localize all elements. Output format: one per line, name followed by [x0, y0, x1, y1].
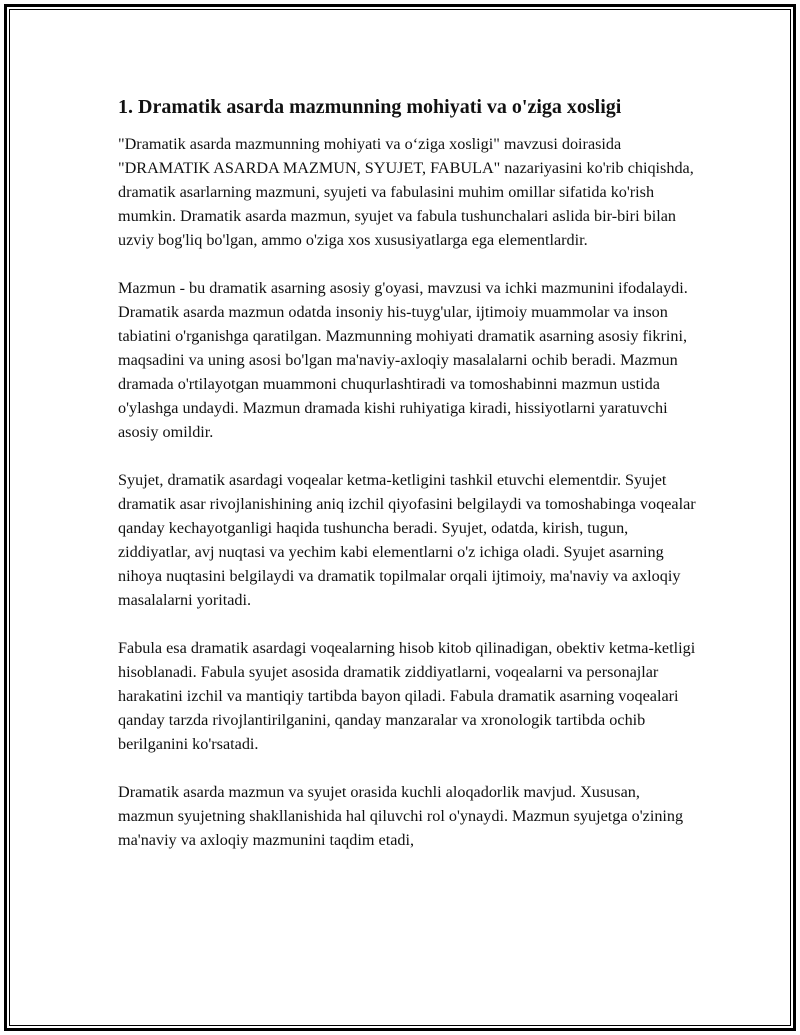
paragraph-mazmun: Mazmun - bu dramatik asarning asosiy g'oyasi, mavzusi va ichki mazmunini ifodalaydi. Dramatik asarda mazmun odatda insoniy his-tuyg'ular, ijtimoiy muammolar va inson tabiatini o'rganishga qaratilgan. Mazmunning mohiyati dramatik asarning asosiy fikrini, maqsadini va uning asosi bo'lgan ma'naviy-axloqiy masalalarni ochib beradi. Mazmun dramada o'rtilayotgan muammoni chuqurlashtiradi va tomoshabinni mazmun ustida o'ylashga undaydi. Mazmun dramada kishi ruhiyatiga kiradi, hissiyotlarni yaratuvchi asosiy omildir.: [118, 279, 688, 441]
paragraph-fabula: Fabula esa dramatik asardagi voqealarning hisob kitob qilinadigan, obektiv ketma-ketligi hisoblanadi. Fabula syujet asosida dramatik ziddiyatlarni, voqealarni va personajlar harakatini izchil va mantiqiy tartibda bayon qiladi. Fabula dramatik asarning voqealari qanday tarzda rivojlantirilganini, qanday manzaralar va xronologik tartibda ochib berilganini ko'rsatadi.: [118, 639, 696, 753]
section-heading: 1. Dramatik asarda mazmunning mohiyati va o'ziga xosligi: [118, 96, 622, 118]
paragraph-relation: Dramatik asarda mazmun va syujet orasida kuchli aloqadorlik mavjud. Xususan, mazmun syujetning shakllanishida hal qiluvchi rol o'ynaydi. Mazmun syujetga o'zining ma'naviy va axloqiy mazmunini taqdim etadi,: [118, 783, 684, 849]
paragraph-intro: "Dramatik asarda mazmunning mohiyati va o‘ziga xosligi" mavzusi doirasida "DRAMATIK ASARDA MAZMUN, SYUJET, FABULA" nazariyasini ko'rib chiqishda, dramatik asarlarning mazmuni, syujeti va fabulasini muhim omillar sifatida ko'rish mumkin. Dramatik asarda mazmun, syujet va fabula tushunchalari aslida bir-biri bilan uzviy bog'liq bo'lgan, ammo o'ziga xos xususiyatlarga ega elementlardir.: [118, 135, 694, 249]
document-body: [118, 94, 698, 876]
paragraph-syujet: Syujet, dramatik asardagi voqealar ketma-ketligini tashkil etuvchi elementdir. Syujet dramatik asar rivojlanishining aniq izchil qiyofasini belgilaydi va tomoshabinga voqealar qanday kechayotganligi haqida tushuncha beradi. Syujet, odatda, kirish, tugun, ziddiyatlar, avj nuqtasi va yechim kabi elementlarni o'z ichiga oladi. Syujet asarning nihoya nuqtasini belgilaydi va dramatik topilmalar orqali ijtimoiy, ma'naviy va axloqiy masalalarni yoritadi.: [118, 471, 696, 609]
